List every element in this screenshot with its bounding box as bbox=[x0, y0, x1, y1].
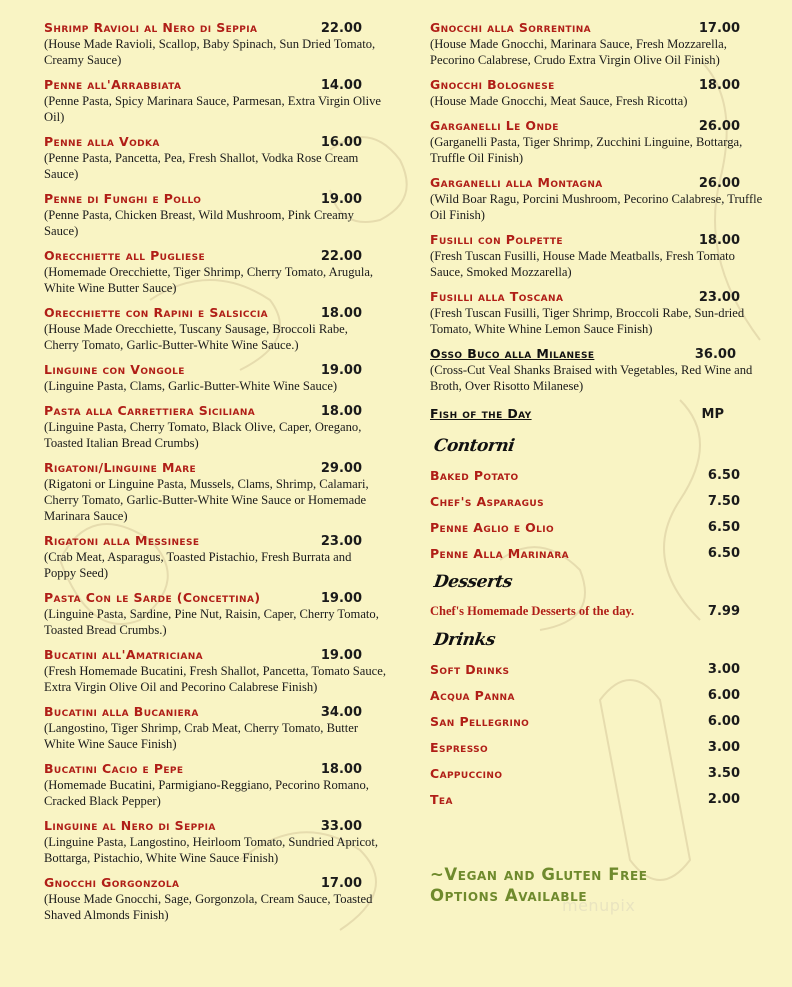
item-price: 3.00 bbox=[707, 740, 740, 755]
dish-price: 18.00 bbox=[320, 762, 362, 777]
dish-price: 19.00 bbox=[320, 591, 362, 606]
dish-price: 23.00 bbox=[698, 290, 740, 305]
dish-name: Fish of the Day bbox=[430, 406, 532, 421]
menu-row bbox=[430, 662, 770, 677]
item-name: Tea bbox=[430, 792, 453, 807]
dish-name: Fusilli alla Toscana bbox=[430, 289, 564, 304]
dish-name: Orecchiette all Pugliese bbox=[44, 248, 206, 263]
dish-description: (Linguine Pasta, Clams, Garlic-Butter-White Wine Sauce) bbox=[44, 379, 338, 393]
dish-price: 18.00 bbox=[698, 78, 740, 93]
left-column bbox=[44, 20, 386, 932]
dish-price: 23.00 bbox=[320, 534, 362, 549]
dish-description: (Homemade Bucatini, Parmigiano-Reggiano, Pecorino Romano, Cracked Black Pepper) bbox=[44, 778, 369, 808]
menu-item bbox=[44, 818, 386, 866]
item-price: 2.00 bbox=[707, 792, 740, 807]
dish-price: 17.00 bbox=[698, 21, 740, 36]
dish-description: (Rigatoni or Linguine Pasta, Mussels, Clams, Shrimp, Calamari, Cherry Tomato, Garlic-Butter-White Wine Sauce or Homemade Marinara Sauce) bbox=[44, 477, 369, 523]
dish-name: Penne di Funghi e Pollo bbox=[44, 191, 202, 206]
dish-name: Garganelli Le Onde bbox=[430, 118, 559, 133]
dish-price: 26.00 bbox=[698, 176, 740, 191]
dish-name: Shrimp Ravioli al Nero di Seppia bbox=[44, 20, 258, 35]
item-name: San Pellegrino bbox=[430, 714, 530, 729]
menu-row bbox=[430, 546, 770, 561]
dish-price: 26.00 bbox=[698, 119, 740, 134]
item-price: 6.50 bbox=[707, 546, 740, 561]
item-price: 7.99 bbox=[707, 604, 740, 619]
menu-item bbox=[430, 232, 770, 280]
dish-description: (House Made Gnocchi, Marinara Sauce, Fresh Mozzarella, Pecorino Calabrese, Crudo Extra Virgin Olive Oil Finish) bbox=[430, 37, 727, 67]
menu-item bbox=[44, 20, 386, 68]
dish-name: Linguine al Nero di Seppia bbox=[44, 818, 216, 833]
menu-row bbox=[430, 604, 770, 619]
vegan-note-line2: Options Available bbox=[430, 886, 588, 905]
menu-item bbox=[44, 191, 386, 239]
dish-description: (Linguine Pasta, Langostino, Heirloom Tomato, Sundried Apricot, Bottarga, Pistachio, White Wine Sauce Finish) bbox=[44, 835, 378, 865]
item-price: 6.50 bbox=[707, 520, 740, 535]
menu-row bbox=[430, 714, 770, 729]
menu-item bbox=[44, 305, 386, 353]
dish-description: (Linguine Pasta, Cherry Tomato, Black Olive, Caper, Oregano, Toasted Italian Bread Crumbs) bbox=[44, 420, 362, 450]
dish-name: Orecchiette con Rapini e Salsiccia bbox=[44, 305, 268, 320]
item-name: Penne Alla Marinara bbox=[430, 546, 570, 561]
menu-item bbox=[44, 533, 386, 581]
dish-price: 16.00 bbox=[320, 135, 362, 150]
menu-item bbox=[44, 403, 386, 451]
dish-description: (Fresh Homemade Bucatini, Fresh Shallot, Pancetta, Tomato Sauce, Extra Virgin Olive Oil and Pecorino Calabrese Finish) bbox=[44, 664, 386, 694]
section-title-drinks: Drinks bbox=[432, 630, 497, 650]
dish-price: MP bbox=[701, 407, 724, 422]
item-name: Cappuccino bbox=[430, 766, 503, 781]
menu-item-osso-buco bbox=[430, 346, 770, 394]
menu-row bbox=[430, 766, 770, 781]
menu-item bbox=[430, 77, 770, 109]
item-name: Baked Potato bbox=[430, 468, 519, 483]
menu-row bbox=[430, 468, 770, 483]
item-name: Chef's Asparagus bbox=[430, 494, 545, 509]
menu-item bbox=[44, 704, 386, 752]
menu-item bbox=[44, 761, 386, 809]
dish-description: (House Made Gnocchi, Meat Sauce, Fresh Ricotta) bbox=[430, 94, 688, 108]
menu-item bbox=[430, 20, 770, 68]
dish-name: Pasta Con le Sarde (Concettina) bbox=[44, 590, 261, 605]
menu-item bbox=[44, 460, 386, 524]
dish-name: Bucatini all'Amatriciana bbox=[44, 647, 204, 662]
item-name: Espresso bbox=[430, 740, 489, 755]
item-name: Chef's Homemade Desserts of the day. bbox=[430, 604, 635, 618]
contorni-list bbox=[430, 468, 770, 561]
item-price: 3.00 bbox=[707, 662, 740, 677]
watermark: menupix bbox=[562, 896, 636, 915]
menu-item bbox=[44, 134, 386, 182]
menu-row bbox=[430, 494, 770, 509]
dish-price: 14.00 bbox=[320, 78, 362, 93]
menu-item bbox=[44, 590, 386, 638]
menu-item bbox=[44, 647, 386, 695]
dish-description: (House Made Ravioli, Scallop, Baby Spinach, Sun Dried Tomato, Creamy Sauce) bbox=[44, 37, 376, 67]
dish-name: Garganelli alla Montagna bbox=[430, 175, 603, 190]
dish-description: (Linguine Pasta, Sardine, Pine Nut, Raisin, Caper, Cherry Tomato, Toasted Bread Crumbs.) bbox=[44, 607, 379, 637]
dish-price: 22.00 bbox=[320, 249, 362, 264]
menu-row bbox=[430, 520, 770, 535]
dish-price: 18.00 bbox=[320, 306, 362, 321]
dish-description: (House Made Orecchiette, Tuscany Sausage, Broccoli Rabe, Cherry Tomato, Garlic-Butter-White Wine Sauce.) bbox=[44, 322, 348, 352]
menu-item bbox=[44, 77, 386, 125]
dish-description: (Wild Boar Ragu, Porcini Mushroom, Pecorino Calabrese, Truffle Oil Finish) bbox=[430, 192, 763, 222]
dish-description: (Penne Pasta, Spicy Marinara Sauce, Parmesan, Extra Virgin Olive Oil) bbox=[44, 94, 381, 124]
dish-name: Gnocchi Bolognese bbox=[430, 77, 555, 92]
dish-price: 19.00 bbox=[320, 363, 362, 378]
dish-description: (Garganelli Pasta, Tiger Shrimp, Zucchini Linguine, Bottarga, Truffle Oil Finish) bbox=[430, 135, 743, 165]
dish-description: (Cross-Cut Veal Shanks Braised with Vegetables, Red Wine and Broth, Over Risotto Milanese) bbox=[430, 363, 753, 393]
dish-price: 34.00 bbox=[320, 705, 362, 720]
dish-name: Osso Buco alla Milanese bbox=[430, 346, 595, 361]
dish-name: Fusilli con Polpette bbox=[430, 232, 563, 247]
dish-name: Pasta alla Carrettiera Siciliana bbox=[44, 403, 256, 418]
dish-name: Penne alla Vodka bbox=[44, 134, 160, 149]
dish-description: (Penne Pasta, Chicken Breast, Wild Mushroom, Pink Creamy Sauce) bbox=[44, 208, 354, 238]
dish-price: 18.00 bbox=[698, 233, 740, 248]
menu-row bbox=[430, 740, 770, 755]
section-title-contorni: Contorni bbox=[432, 436, 516, 456]
dish-name: Bucatini alla Bucaniera bbox=[44, 704, 199, 719]
dish-name: Linguine con Vongole bbox=[44, 362, 185, 377]
item-name: Penne Aglio e Olio bbox=[430, 520, 555, 535]
right-column bbox=[430, 20, 770, 818]
dish-name: Rigatoni/Linguine Mare bbox=[44, 460, 197, 475]
menu-item bbox=[44, 362, 386, 394]
section-title-desserts: Desserts bbox=[432, 572, 514, 592]
dish-name: Penne all'Arrabbiata bbox=[44, 77, 182, 92]
dish-name: Rigatoni alla Messinese bbox=[44, 533, 200, 548]
menu-row bbox=[430, 792, 770, 807]
dish-price: 17.00 bbox=[320, 876, 362, 891]
right-dish-list bbox=[430, 20, 770, 337]
dish-description: (Penne Pasta, Pancetta, Pea, Fresh Shallot, Vodka Rose Cream Sauce) bbox=[44, 151, 359, 181]
item-price: 6.00 bbox=[707, 714, 740, 729]
item-name: Acqua Panna bbox=[430, 688, 515, 703]
item-price: 3.50 bbox=[707, 766, 740, 781]
menu-item bbox=[44, 875, 386, 923]
menu-item bbox=[44, 248, 386, 296]
dish-description: (Crab Meat, Asparagus, Toasted Pistachio, Fresh Burrata and Poppy Seed) bbox=[44, 550, 352, 580]
dish-description: (Langostino, Tiger Shrimp, Crab Meat, Cherry Tomato, Butter White Wine Sauce Finish) bbox=[44, 721, 359, 751]
dish-price: 33.00 bbox=[320, 819, 362, 834]
dish-description: (Fresh Tuscan Fusilli, Tiger Shrimp, Broccoli Rabe, Sun-dried Tomato, White Whine Lemon Sauce Finish) bbox=[430, 306, 745, 336]
menu-row bbox=[430, 688, 770, 703]
menu-item bbox=[430, 118, 770, 166]
dish-price: 19.00 bbox=[320, 648, 362, 663]
dish-name: Gnocchi alla Sorrentina bbox=[430, 20, 592, 35]
dish-name: Gnocchi Gorgonzola bbox=[44, 875, 180, 890]
dish-description: (Homemade Orecchiette, Tiger Shrimp, Cherry Tomato, Arugula, White Wine Butter Sauce) bbox=[44, 265, 374, 295]
drinks-list bbox=[430, 662, 770, 807]
vegan-note-line1: ~Vegan and Gluten Free bbox=[430, 865, 648, 884]
dish-price: 18.00 bbox=[320, 404, 362, 419]
dish-price: 19.00 bbox=[320, 192, 362, 207]
menu-item bbox=[430, 175, 770, 223]
item-price: 7.50 bbox=[707, 494, 740, 509]
desserts-list bbox=[430, 604, 770, 619]
dish-price: 29.00 bbox=[320, 461, 362, 476]
dish-description: (Fresh Tuscan Fusilli, House Made Meatballs, Fresh Tomato Sauce, Smoked Mozzarella) bbox=[430, 249, 735, 279]
dish-price: 22.00 bbox=[320, 21, 362, 36]
item-price: 6.50 bbox=[707, 468, 740, 483]
dish-name: Bucatini Cacio e Pepe bbox=[44, 761, 184, 776]
item-price: 6.00 bbox=[707, 688, 740, 703]
dish-price: 36.00 bbox=[694, 347, 736, 362]
menu-item bbox=[430, 289, 770, 337]
menu-item-fish-of-day bbox=[430, 406, 770, 422]
dish-description: (House Made Gnocchi, Sage, Gorgonzola, Cream Sauce, Toasted Shaved Almonds Finish) bbox=[44, 892, 373, 922]
item-name: Soft Drinks bbox=[430, 662, 510, 677]
